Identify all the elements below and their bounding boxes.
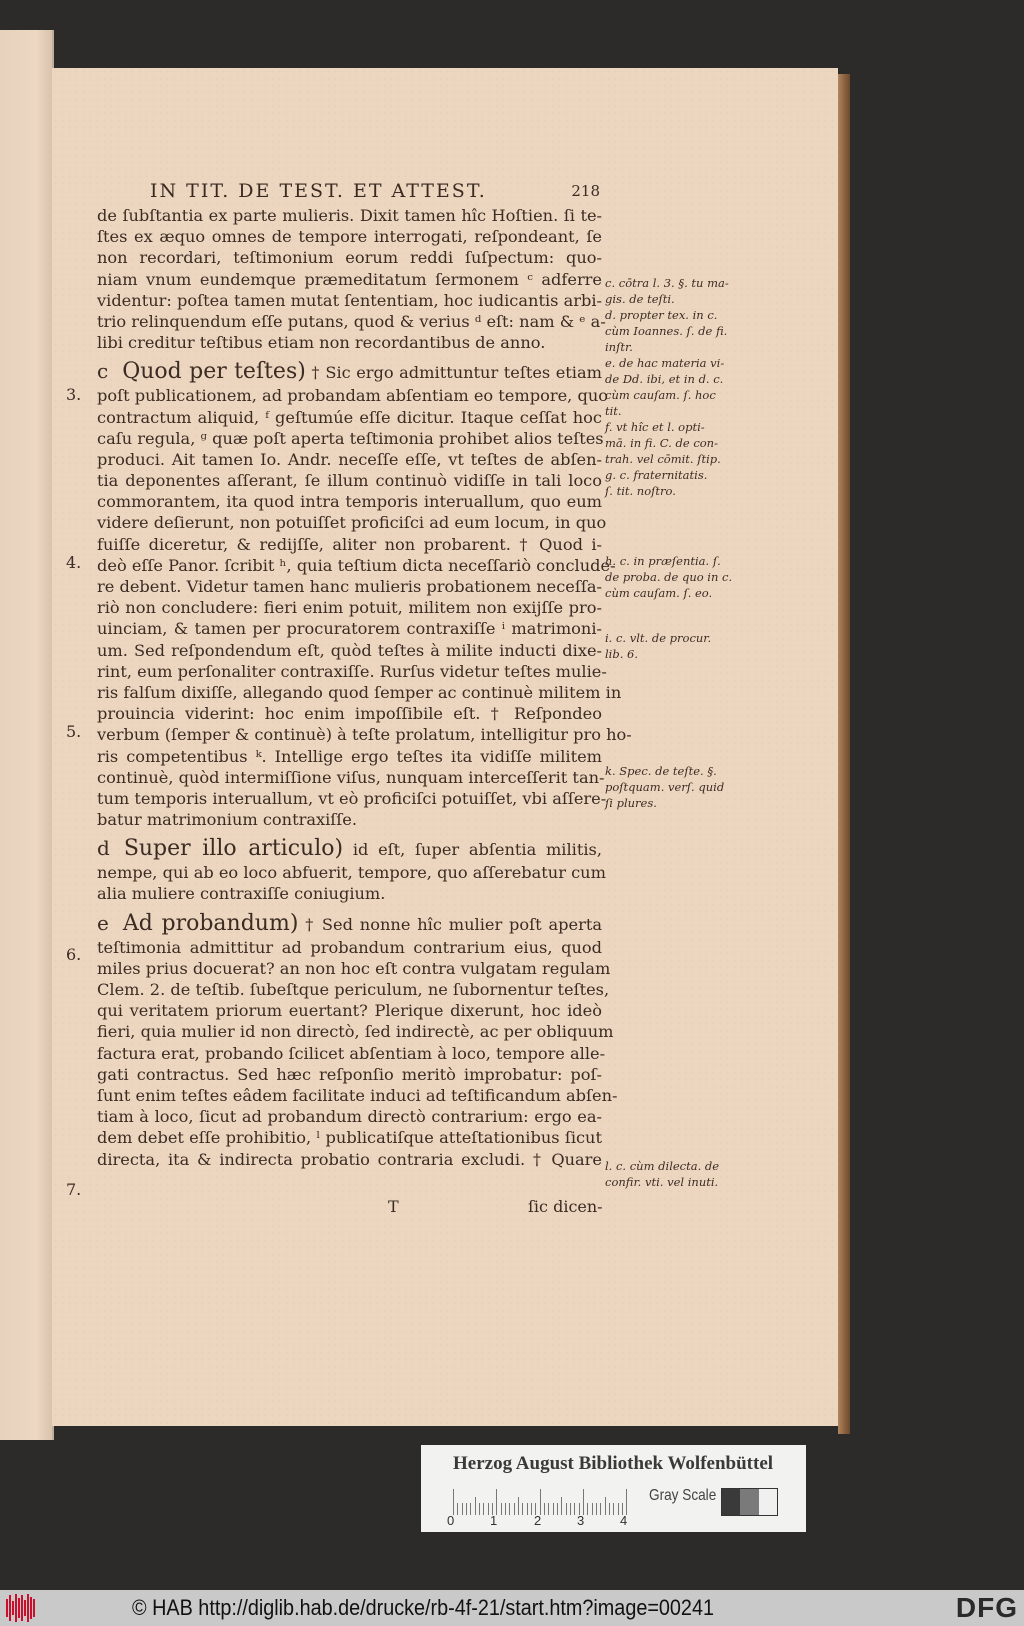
swatch-dark: [722, 1489, 740, 1515]
side-note: confir. vti. vel inuti.: [605, 1175, 719, 1189]
text-line: niam vnum eundemque præmeditatum ſermonem ᶜ adferre: [97, 269, 602, 289]
lemma-heading: Quod per teſtes): [122, 359, 306, 385]
side-note: inſtr.: [605, 340, 633, 354]
text-line: tiam à loco, ſicut ad probandum directò contrarium: ergo ea-: [97, 1107, 602, 1127]
text-line: fieri, quia mulier id non directò, ſed indirectè, ac per obliquum: [97, 1022, 614, 1042]
side-note: gis. de teſti.: [605, 292, 675, 306]
text-line: Clem. 2. de teſtib. ſubeſtque periculum, ne ſubornentur teſtes,: [97, 980, 610, 999]
text-line: caſu regula, ᵍ quæ poſt aperta teſtimonia prohibet alios teſtes: [97, 428, 604, 448]
text-line: trio relinquendum eſſe putans, quod & verius ᵈ eſt: nam & ᵉ a-: [97, 311, 606, 331]
text-line: produci. Ait tamen Io. Andr. neceſſe eſſe, vt teſtes de abſen-: [97, 449, 602, 469]
side-note: mā. in fi. C. de con-: [605, 436, 718, 450]
ruler-scale: [453, 1485, 633, 1515]
side-notes-c-e: [605, 275, 735, 499]
running-head-title: IN TIT. DE TEST. ET ATTEST.: [150, 180, 487, 202]
side-notes-l: [605, 1158, 735, 1190]
text-line: factura erat, probando ſcilicet abſentiam à loco, tempore alle-: [97, 1043, 606, 1063]
running-head: [150, 180, 600, 202]
text-line: ſunt enim teſtes eâdem facilitate induci ad teſtificandum abſen-: [97, 1085, 618, 1105]
side-note: k. Spec. de teſte. §.: [605, 764, 717, 778]
ruler-label: 0: [447, 1513, 455, 1528]
text-line: fuiſſe diceretur, & redijſſe, aliter non probarent. † Quod i-: [97, 534, 602, 554]
text-line: ſtes ex æquo omnes de tempore interrogati, reſpondeant, ſe: [97, 227, 602, 247]
text-line: gati contractus. Sed hæc reſponſio meritò improbatur: poſ-: [97, 1064, 602, 1084]
swatch-light: [759, 1489, 777, 1515]
margin-number: 6.: [66, 945, 82, 964]
text-line: um. Sed reſpondendum eſt, quòd teſtes à milite inducti dixe-: [97, 640, 602, 660]
library-color-card: [421, 1445, 806, 1532]
side-note: cùm cauſam. ſ. eo.: [605, 586, 713, 600]
text-line: deò eſſe Panor. ſcribit ʰ, quia teſtium dicta neceſſariò conclude-: [97, 555, 616, 575]
swatch-mid: [740, 1489, 758, 1515]
page-fore-edge: [838, 74, 850, 1434]
side-note: h. c. in præſentia. ſ.: [605, 554, 721, 568]
lemma-line-c: [97, 361, 602, 385]
text-line: re debent. Videtur tamen hanc mulieris probationem neceſſa-: [97, 577, 602, 596]
text-line: uinciam, & tamen per procuratorem contraxiſſe ⁱ matrimoni-: [97, 619, 602, 639]
text-line: continuè, quòd intermiſſione viſus, nunquam interceſſerit tan-: [97, 767, 605, 787]
lemma-line-d: [97, 838, 602, 862]
lemma-heading: Super illo articulo): [123, 836, 344, 862]
side-note: trah. vel cōmit. ſtip.: [605, 452, 721, 466]
side-note: i. c. vlt. de procur.: [605, 631, 712, 645]
side-note: ſi plures.: [605, 796, 657, 810]
catchword: ſic dicen-: [528, 1197, 603, 1216]
side-note: tit.: [605, 404, 622, 418]
text-line: batur matrimonium contraxiſſe.: [97, 810, 358, 830]
lemma-heading: Ad probandum): [122, 910, 299, 936]
text-fragment: † Sed nonne hîc mulier poſt aperta: [305, 914, 602, 934]
side-note: l. c. cùm dilecta. de: [605, 1159, 720, 1173]
side-note: e. de hac materia vi-: [605, 356, 725, 370]
text-line: tia deponentes aſſerant, ſe illum continuò vidiſſe in tali loco: [97, 471, 602, 491]
text-line: non recordari, teſtimonium eorum reddi ſuſpectum: quo-: [97, 248, 602, 268]
side-note: poſtquam. verſ. quid: [605, 780, 725, 794]
side-note: de Dd. ibi, et in d. c.: [605, 372, 724, 386]
text-line: ris falſum dixiſſe, allegando quod ſemper ac continuè militem in: [97, 682, 622, 702]
gray-scale-swatches: [721, 1488, 778, 1516]
side-note: c. cōtra l. 3. §. tu ma-: [605, 276, 729, 290]
text-fragment: † Sic ergo admittuntur teſtes etiam: [311, 363, 602, 383]
ruler-labels: [447, 1513, 647, 1529]
signature-mark: T: [388, 1197, 399, 1216]
side-notes-h: [605, 553, 735, 601]
text-line: contractum aliquid, ᶠ geſtumúe eſſe dicitur. Itaque ceſſat hoc: [97, 407, 602, 427]
text-line: tum temporis interuallum, vt eò proficiſci potuiſſet, vbi aſſere-: [97, 788, 607, 808]
side-note: g. c. fraternitatis.: [605, 468, 708, 482]
text-line: qui veritatem priorum euertant? Plerique dixerunt, hoc ideò: [97, 1001, 602, 1021]
text-line: riò non concludere: fieri enim potuit, militem non exijſſe pro-: [97, 598, 602, 618]
text-line: directa, ita & indirecta probatio contraria excludi. † Quare: [97, 1149, 602, 1169]
text-line: poſt publicationem, ad probandam abſentiam eo tempore, quo: [97, 386, 608, 406]
text-line: alia muliere contraxiſſe coniugium.: [97, 884, 386, 904]
text-line: de ſubſtantia ex parte mulieris. Dixit tamen hîc Hoſtien. ſi te-: [97, 206, 602, 225]
margin-number: 4.: [66, 553, 82, 572]
facing-page-edge: [0, 30, 54, 1440]
lemma-letter: d: [97, 836, 110, 861]
lemma-line-e: [97, 910, 602, 937]
lemma-letter: c: [97, 359, 109, 384]
side-note: f. vt hîc et l. opti-: [605, 420, 705, 434]
side-note: ſ. tit. noſtro.: [605, 484, 676, 498]
text-line: miles prius docuerat? an non hoc eſt contra vulgatam regulam: [97, 958, 611, 978]
side-notes-i: [605, 630, 735, 662]
ruler-label: 3: [577, 1513, 585, 1528]
margin-number: 7.: [66, 1180, 82, 1199]
text-line: teſtimonia admittitur ad probandum contrarium eius, quod: [97, 937, 602, 957]
ruler-label: 2: [534, 1513, 542, 1528]
text-line: rint, eum perſonaliter contraxiſſe. Rurſus videtur teſtes mulie-: [97, 661, 607, 681]
text-line: commorantem, ita quod intra temporis interuallum, quo eum: [97, 492, 602, 512]
text-line: nempe, qui ab eo loco abfuerit, tempore, quo aſſerebatur cum: [97, 863, 606, 883]
text-fragment: id eſt, ſuper abſentia militis,: [352, 840, 602, 860]
ruler-label: 1: [490, 1513, 498, 1528]
footer-bar: [0, 1590, 1024, 1626]
text-line: prouincia viderint: hoc enim impoſſibile eſt. † Reſpondeo: [97, 704, 602, 724]
side-note: cùm cauſam. ſ. hoc: [605, 388, 716, 402]
lemma-letter: e: [97, 910, 109, 935]
text-line: ris competentibus ᵏ. Intellige ergo teſtes ita vidiſſe militem: [97, 746, 602, 766]
footer-link[interactable]: © HAB http://diglib.hab.de/drucke/rb-4f-21/start.htm?image=00241: [132, 1595, 714, 1620]
ruler-label: 4: [620, 1513, 628, 1528]
gray-scale-label: Gray Scale: [649, 1487, 717, 1504]
text-line: verbum (ſemper & continuè) à teſte prolatum, intelligitur pro ho-: [97, 725, 632, 745]
hab-logo-icon: [6, 1594, 40, 1622]
dfg-logo-icon: DFG: [955, 1592, 1018, 1623]
page-number: 218: [571, 182, 600, 200]
text-line: videre deſierunt, non potuiſſet proficiſci ad eum locum, in quo: [97, 513, 607, 533]
text-line: dem debet eſſe prohibitio, ˡ publicatiſque atteſtationibus ſicut: [97, 1128, 602, 1148]
side-note: cùm Ioannes. ſ. de fi.: [605, 324, 728, 338]
side-note: d. propter tex. in c.: [605, 308, 718, 322]
text-line: videntur: poſtea tamen mutat ſententiam, hoc iudicantis arbi-: [97, 290, 602, 310]
side-note: lib. 6.: [605, 647, 639, 661]
margin-number: 5.: [66, 722, 82, 741]
library-name: Herzog August Bibliothek Wolfenbüttel: [453, 1453, 774, 1474]
side-notes-k: [605, 763, 735, 811]
margin-number: 3.: [66, 385, 82, 404]
side-note: de proba. de quo in c.: [605, 570, 733, 584]
text-line: libi creditur teſtibus etiam non recordantibus de anno.: [97, 333, 546, 353]
